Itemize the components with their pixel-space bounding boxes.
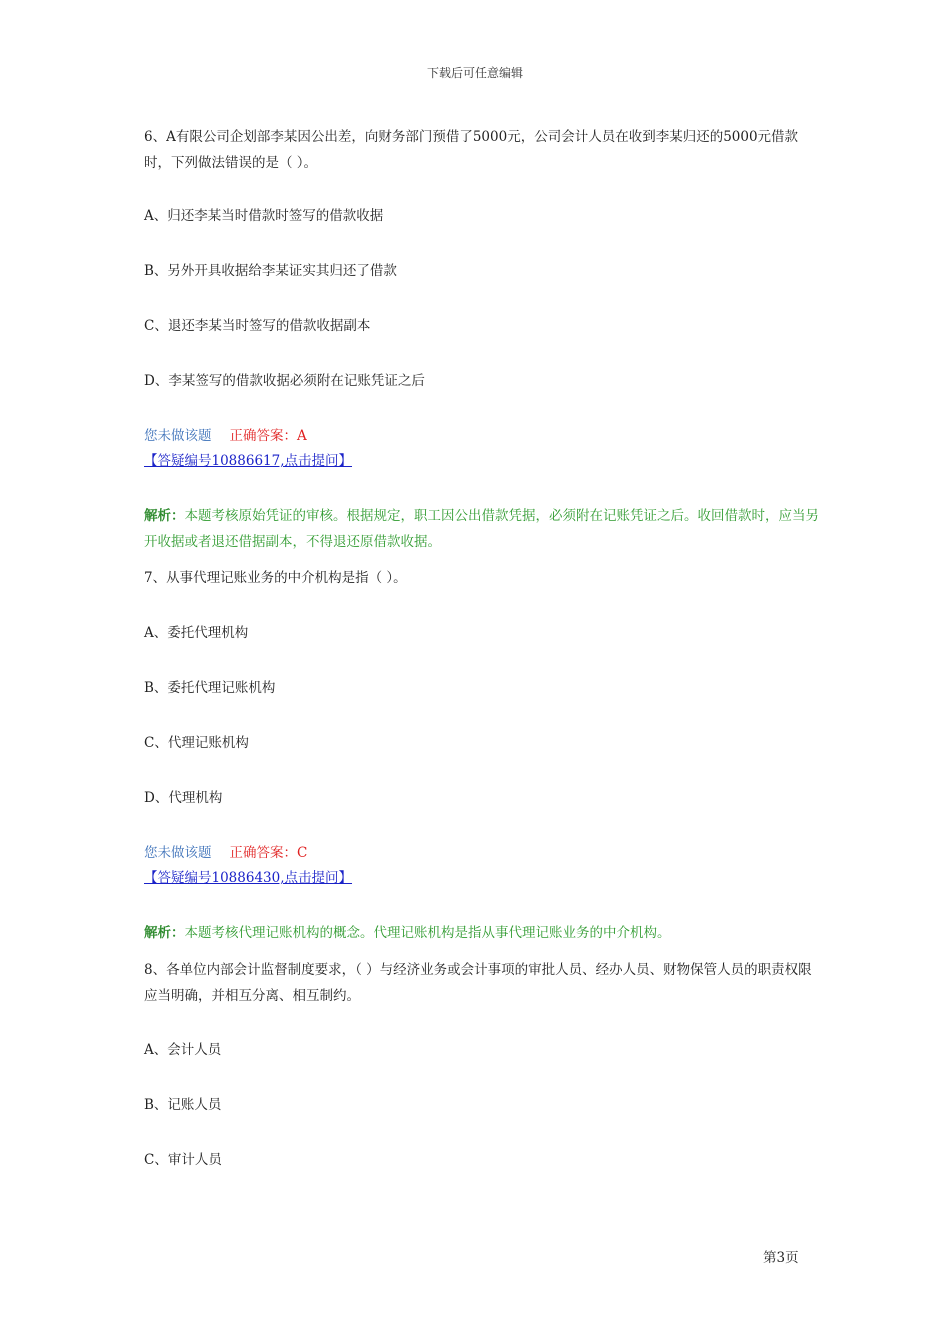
question-6-stem: 6、A有限公司企划部李某因公出差，向财务部门预借了5000元，公司会计人员在收到李某归还的5000元借款时，下列做法错误的是（ ）。: [144, 129, 799, 171]
question-7-analysis: [144, 920, 824, 946]
question-6-status: 您未做该题: [144, 428, 212, 444]
page-header: 下载后可任意编辑: [426, 66, 523, 80]
question-6-option-a: A、归还李某当时借款时签写的借款收据: [144, 208, 384, 224]
question-6-analysis: [144, 503, 824, 555]
question-7-status: 您未做该题: [144, 845, 212, 861]
question-7-option-a: A、委托代理机构: [144, 625, 249, 641]
question-7-correct-answer: 正确答案：C: [229, 845, 308, 861]
question-6-analysis-text: 本题考核原始凭证的审核。根据规定，职工因公出借款凭据，必须附在记账凭证之后。收回借款时，应当另开收据或者退还借据副本，不得退还原借款收据。: [144, 508, 819, 550]
question-8-option-a: A、会计人员: [144, 1042, 222, 1058]
question-7-analysis-text: 本题考核代理记账机构的概念。代理记账机构是指从事代理记账业务的中介机构。: [184, 925, 671, 941]
question-6-correct-answer: 正确答案：A: [229, 428, 307, 444]
page-number: 第3页: [763, 1250, 799, 1266]
question-8-option-b: B、记账人员: [144, 1097, 222, 1113]
question-7-option-b: B、委托代理记账机构: [144, 680, 276, 696]
question-7-analysis-label: 解析：: [144, 925, 185, 941]
question-7-stem: 7、从事代理记账业务的中介机构是指（ ）。: [144, 570, 407, 586]
question-6-option-c: C、退还李某当时签写的借款收据副本: [144, 318, 371, 334]
question-7-option-c: C、代理记账机构: [144, 735, 249, 751]
question-6-option-b: B、另外开具收据给李某证实其归还了借款: [144, 263, 397, 279]
question-7-ask-link[interactable]: 【答疑编号10886430,点击提问】: [144, 870, 353, 886]
question-7-answer-line: [144, 840, 307, 866]
question-7-option-d: D、代理机构: [144, 790, 223, 806]
question-6-option-d: D、李某签写的借款收据必须附在记账凭证之后: [144, 373, 425, 389]
question-8-option-c: C、审计人员: [144, 1152, 222, 1168]
question-6-ask-link[interactable]: 【答疑编号10886617,点击提问】: [144, 453, 353, 469]
question-6-analysis-label: 解析：: [144, 508, 185, 524]
question-8-stem: 8、各单位内部会计监督制度要求，（ ）与经济业务或会计事项的审批人员、经办人员、财物保管人员的职责权限应当明确，并相互分离、相互制约。: [144, 962, 812, 1004]
question-6-answer-line: [144, 423, 307, 449]
